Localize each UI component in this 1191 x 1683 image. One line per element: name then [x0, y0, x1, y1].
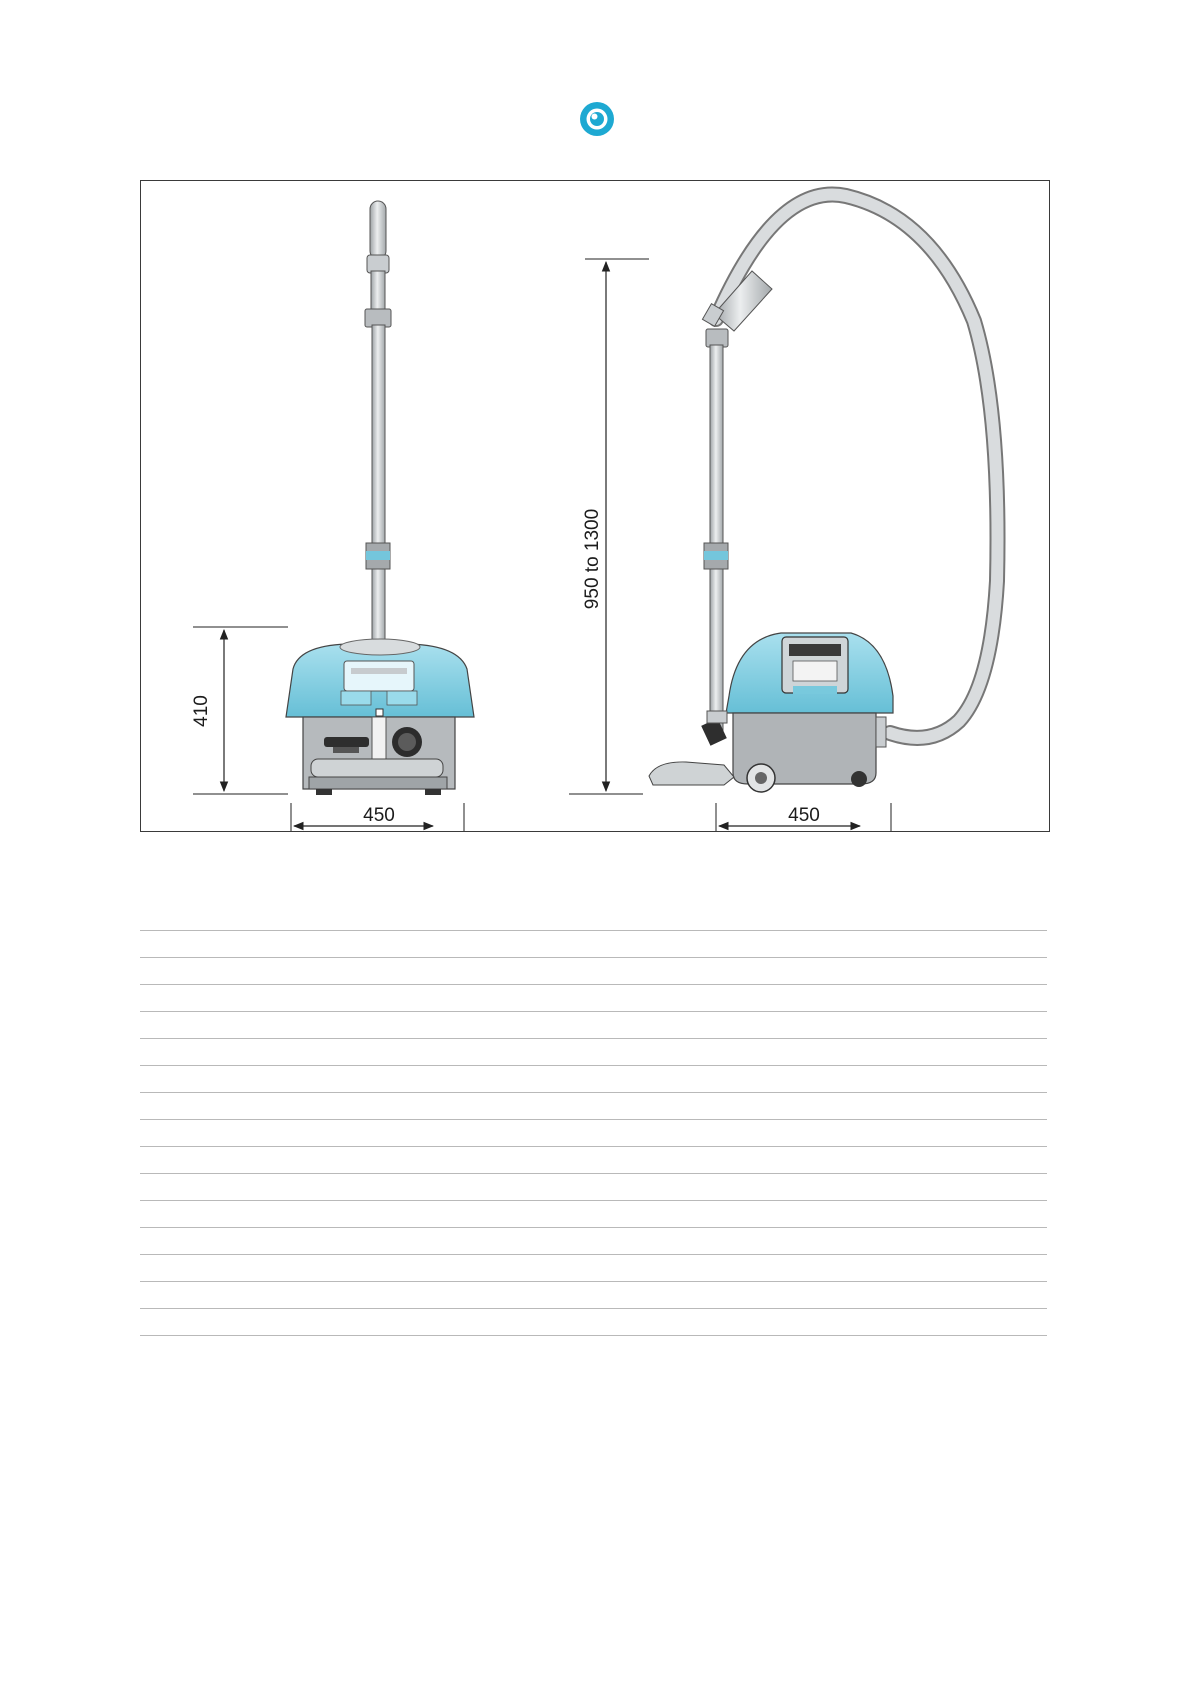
product-dimension-figure [140, 180, 1050, 832]
rule-line [140, 904, 1047, 931]
eye-circle-icon [578, 100, 616, 138]
rule-line [140, 1309, 1047, 1336]
rule-line [140, 1228, 1047, 1255]
side-view-illustration [649, 195, 998, 792]
front-view-illustration [286, 201, 474, 795]
side-width-label: 450 [788, 805, 820, 826]
rule-line [140, 1201, 1047, 1228]
rule-line [140, 1066, 1047, 1093]
rule-line [140, 1093, 1047, 1120]
side-height-label: 950 to 1300 [582, 508, 603, 610]
front-width-label: 450 [363, 805, 395, 826]
rule-line [140, 1255, 1047, 1282]
rule-line [140, 1120, 1047, 1147]
front-height-label: 410 [191, 695, 212, 727]
rule-line [140, 1039, 1047, 1066]
ruled-lines [140, 904, 1047, 1336]
rule-line [140, 1012, 1047, 1039]
rule-line [140, 985, 1047, 1012]
rule-line [140, 958, 1047, 985]
rule-line [140, 931, 1047, 958]
rule-line [140, 1147, 1047, 1174]
rule-line [140, 1282, 1047, 1309]
rule-line [140, 1174, 1047, 1201]
